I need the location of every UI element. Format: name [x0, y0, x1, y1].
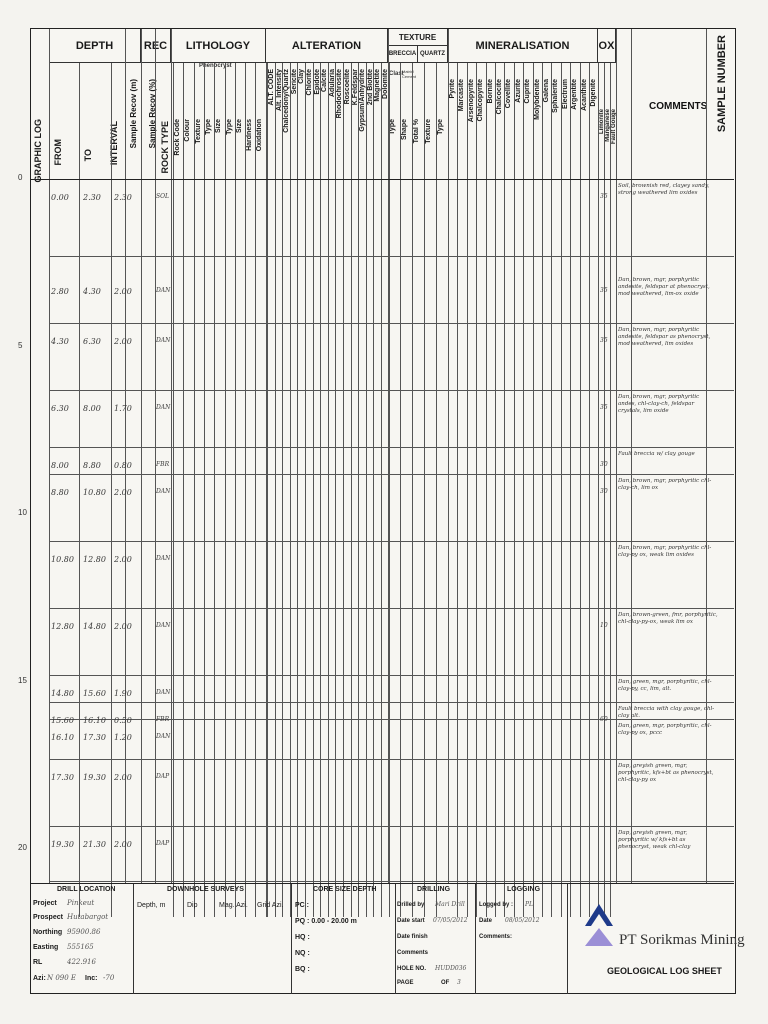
row-to: 8.80 [83, 461, 101, 471]
col-tex-3: Texture [425, 119, 432, 144]
logging-title: LOGGING [507, 886, 541, 893]
row-interval: 2.00 [114, 286, 132, 296]
log-sheet [30, 28, 745, 994]
row-interval: 1.70 [114, 404, 132, 414]
grid-vline [275, 63, 276, 917]
downhole-surveys-title: DOWNHOLE SURVEYS [167, 886, 244, 893]
row-ox-value: 35 [600, 193, 608, 200]
col-min-10: Galena [543, 79, 550, 103]
survey-depth-label: Depth, m [137, 902, 166, 909]
row-rock-type: FBR [156, 715, 170, 723]
row-to: 19.30 [83, 772, 106, 782]
easting-value: 555165 [67, 943, 94, 951]
survey-mag-azi-label: Mag. Azi. [219, 902, 248, 909]
row-from: 10.80 [51, 555, 74, 565]
col-ox-1: Manganese [605, 109, 611, 142]
row-to: 17.30 [83, 732, 106, 742]
sheet-title: GEOLOGICAL LOG SHEET [607, 966, 722, 976]
row-to: 6.30 [83, 337, 101, 347]
grid-vline [551, 63, 552, 917]
row-ox-value: 10 [600, 622, 608, 630]
grid-vline [561, 63, 562, 917]
grid-vline [570, 63, 571, 917]
grid-vline [523, 63, 524, 917]
row-rock-type: DAN [156, 622, 171, 630]
header-mineralisation: MINERALISATION [448, 29, 598, 63]
row-to: 4.30 [83, 286, 101, 296]
row-comment: Dan, brown, mgr, porphyritic chl-clay-py ox, weak lim oxides [618, 545, 712, 559]
col-lith-4: Size [215, 119, 223, 134]
grid-vline [366, 63, 367, 917]
col-lith-6: Size [235, 119, 243, 134]
logging-comments-label: Comments: [479, 934, 513, 940]
row-comment: Fault breccia w/ clay gouge [618, 451, 695, 458]
col-lith-3: Type [204, 119, 212, 135]
drilling-box [395, 884, 476, 994]
row-rock-type: DAN [156, 337, 171, 345]
core-hq: HQ : [295, 934, 310, 941]
col-min-13: Argentite [571, 79, 579, 110]
col-min-7: Azurite [514, 79, 522, 103]
row-divider [49, 759, 734, 760]
page-total-value: 3 [457, 979, 461, 986]
row-divider [49, 474, 734, 475]
grid-vline [343, 63, 344, 917]
grid-vline [351, 63, 352, 917]
grid-vline [580, 63, 581, 917]
col-tex-1: Shape [401, 119, 408, 141]
row-rock-type: DAN [156, 286, 171, 294]
col-min-5: Chalcocite [496, 79, 503, 115]
grid-vline [476, 63, 477, 917]
date-finish-label: Date finish [397, 934, 428, 940]
grid-vline [358, 63, 359, 917]
log-date-label: Date [479, 918, 493, 924]
grid-vline [320, 63, 321, 917]
row-rock-type: DAN [156, 689, 171, 697]
row-ox-value: 30 [600, 461, 608, 469]
col-min-12: Electrum [561, 79, 569, 109]
grid-vline [457, 63, 458, 917]
header-ox: OX [598, 29, 616, 63]
company-name: PT Sorikmas Mining [619, 932, 745, 948]
col-alt-7: Calcite [321, 69, 329, 92]
col-ox-0: Limonite [599, 109, 605, 134]
row-divider [49, 881, 734, 882]
grid-vline [542, 63, 543, 917]
date-start-value: 07/05/2012 [433, 917, 468, 924]
core-nq: NQ : [295, 950, 310, 957]
drill-location-box [31, 884, 134, 994]
grid-vline [436, 63, 437, 917]
northing-label: Northing [33, 929, 63, 936]
row-rock-type: DAN [156, 555, 171, 563]
col-min-3: Chalcopyrite [477, 79, 485, 122]
col-rock-type: ROCK TYPE [160, 121, 170, 174]
row-ox-value: 60 [600, 715, 608, 723]
col-min-1: Marcasite [458, 79, 466, 112]
depth-tick: 0 [18, 173, 23, 182]
col-alt-15: Dolomite [382, 69, 389, 99]
row-divider [49, 675, 734, 676]
row-comment: Dan, brown, mgr, porphyritic andesite, feldspar at phenocryst, mod weathered, lim-ox oxide [618, 276, 710, 297]
prospect-value: Hutabargot [67, 913, 109, 921]
col-lith-8: Oxidation [256, 119, 264, 152]
grid-vline [328, 63, 329, 917]
core-pc: PC : [295, 902, 309, 909]
col-min-8: Cuprite [524, 79, 532, 104]
page-of-label: OF [441, 980, 450, 986]
col-min-9: Molybdenite [533, 79, 541, 120]
header-quartz: QUARTZ [418, 46, 448, 63]
header-bottom-line [31, 179, 734, 180]
core-pq: PQ : 0.00 - 20.00 m [295, 918, 357, 925]
col-alt-4: Clay [298, 69, 306, 84]
col-alt-9: Rhodochrosite [336, 69, 344, 119]
col-tex-0: Type [389, 119, 396, 135]
col-alt-12: Gypsum/Anhydrite [359, 69, 367, 132]
row-interval: 2.00 [114, 488, 132, 497]
core-bq: BQ : [295, 966, 310, 973]
col-lith-2: Texture [194, 119, 202, 144]
grid-vline [424, 63, 425, 917]
header-matrix: Matrix/ Cement [402, 69, 417, 79]
row-rock-type: FBR [156, 461, 170, 469]
grid-vline [504, 63, 505, 917]
header-rec: REC [141, 29, 171, 63]
date-start-label: Date start [397, 918, 425, 924]
row-from: 16.10 [51, 732, 74, 742]
header-phenocryst: Phenocryst [199, 63, 232, 69]
row-divider [49, 256, 734, 257]
grid-vline [381, 63, 382, 917]
row-to: 16.10 [83, 715, 106, 725]
row-divider [49, 323, 734, 324]
row-from: 8.00 [51, 461, 69, 471]
col-lith-7: Hardness [246, 119, 254, 151]
row-to: 14.80 [83, 622, 106, 632]
logging-box [475, 884, 568, 994]
depth-tick: 5 [18, 340, 23, 350]
grid-vline [412, 63, 413, 917]
row-interval: 1.90 [114, 689, 132, 699]
col-alt-14: Magnetite [374, 69, 382, 102]
company-box [567, 884, 745, 994]
grid-vline [173, 63, 174, 917]
header-texture: TEXTURE [388, 29, 448, 46]
col-alt-6: Epidote [313, 69, 321, 95]
col-min-2: Arsenopyrite [467, 79, 475, 123]
col-min-6: Covellite [505, 79, 513, 109]
col-rec-pct: Sample Recov (%) [148, 79, 157, 149]
col-graphic-log: GRAPHIC LOG [33, 119, 43, 183]
row-to: 15.60 [83, 689, 106, 699]
col-lith-0: Rock Code [174, 119, 181, 156]
row-from: 2.80 [51, 286, 69, 296]
grid-vline [335, 63, 336, 917]
grid-vline [290, 63, 291, 917]
row-comment: Dan, brown, mgr, porphyritic chl-clay-ch, lim ox [618, 478, 712, 491]
grid-vline [245, 63, 246, 917]
grid-vline [183, 63, 184, 917]
row-divider [49, 390, 734, 391]
hole-no-value: HUDD036 [435, 965, 467, 972]
azi-value: N 090 E [47, 974, 77, 982]
row-to: 21.30 [83, 840, 106, 849]
col-lith-5: Type [225, 119, 233, 135]
grid-vline [486, 63, 487, 917]
survey-grid-azi-label: Grid Azi. [257, 902, 284, 909]
row-rock-type: DAP [156, 772, 170, 780]
row-comment: Fault breccia with clay gouge, chl-clay alt. [618, 705, 715, 719]
grid-vline [155, 29, 156, 883]
col-interval: INTERVAL [109, 121, 119, 166]
col-min-14: Acanthite [580, 79, 588, 111]
grid-vline [467, 63, 468, 917]
col-alt-1: Alt. Intensity [275, 69, 283, 112]
col-alt-10: Roscoelite [344, 69, 351, 105]
depth-tick: 20 [18, 843, 27, 853]
row-ox-value: 35 [600, 337, 608, 345]
rl-label: RL [33, 959, 43, 966]
grid-vline [125, 29, 126, 883]
row-interval: 2.00 [114, 622, 132, 632]
drilled-by-value: Mari Drill [435, 901, 465, 908]
project-label: Project [33, 900, 57, 907]
col-alt-13: 2nd Biotite [366, 69, 374, 106]
grid-vline [282, 63, 283, 917]
header-comments: COMMENTS [649, 101, 708, 112]
row-from: 0.00 [51, 193, 69, 202]
drilled-by-label: Drilled by [397, 902, 425, 908]
header-alteration: ALTERATION [266, 29, 388, 63]
grid-vline [204, 63, 205, 917]
row-comment: Dan, brown, mgr, porphyritic andes, chl-clay-ch, feldspar crystals, lim oxide [618, 394, 700, 415]
drilling-comments-label: Comments [397, 950, 429, 956]
grid-vline [400, 63, 401, 917]
grid-vline [610, 63, 611, 917]
row-comment: Dan, brown, mgr, porphyritic andesite, feldspar as phenocryst, mod weathered, lim oxides [618, 327, 711, 348]
drill-location-title: DRILL LOCATION [57, 886, 116, 893]
row-divider [49, 702, 734, 703]
row-ox-value: 35 [600, 286, 608, 294]
row-to: 10.80 [83, 488, 106, 497]
col-alt-8: Adularia [328, 69, 336, 98]
header-breccia: BRECCIA [388, 46, 418, 63]
row-comment: Dap, greyish green, mgr, porphyritic w/ kfs+bt as phenocryst, weak chl-clay [618, 830, 691, 850]
depth-tick: 10 [18, 508, 27, 518]
drilling-title: DRILLING [417, 886, 451, 893]
header-depth: DEPTH [49, 29, 141, 63]
header-clast: Clast [389, 71, 404, 77]
row-interval: 0.80 [114, 461, 132, 471]
row-from: 15.60 [51, 715, 74, 725]
col-to: TO [83, 149, 93, 162]
row-divider [49, 608, 734, 609]
col-alt-2: Chalcedony/Quartz [283, 69, 291, 133]
row-from: 8.80 [51, 488, 69, 497]
grid-vline [79, 63, 80, 917]
row-divider [49, 447, 734, 448]
row-from: 19.30 [51, 840, 74, 849]
row-ox-value: 35 [600, 404, 608, 412]
col-tex-4: Type [437, 119, 444, 135]
inc-value: -70 [103, 974, 115, 982]
row-rock-type: SOL [156, 193, 170, 200]
row-to: 2.30 [83, 193, 101, 202]
row-comment: Dan, green, mgr, porphyritic, chl-clay-py ox, pccc [618, 722, 712, 736]
grid-vline [111, 63, 112, 917]
grid-vline [589, 63, 590, 917]
row-interval: 0.50 [114, 715, 132, 725]
header-sample-number: SAMPLE NUMBER [716, 35, 728, 133]
footer [31, 883, 745, 994]
grid-vline [141, 29, 142, 883]
grid-vline [214, 63, 215, 917]
depth-tick: 15 [18, 675, 27, 685]
grid-vline [235, 63, 236, 917]
col-min-11: Sphalerite [552, 79, 560, 113]
row-rock-type: DAN [156, 488, 171, 495]
col-alt-0: ALT. CODE [268, 69, 275, 106]
inc-label: Inc: [85, 975, 98, 982]
col-ox-2: Fault Gouge [611, 109, 617, 144]
row-to: 12.80 [83, 555, 106, 565]
grid-vline [255, 63, 256, 917]
row-rock-type: DAP [156, 840, 170, 847]
grid-vline [194, 63, 195, 917]
row-from: 17.30 [51, 772, 74, 782]
row-rock-type: DAN [156, 404, 171, 412]
row-divider [49, 826, 734, 827]
grid-vline [388, 29, 389, 883]
survey-dip-label: Dip [187, 902, 198, 909]
row-rock-type: DAN [156, 732, 171, 740]
col-min-4: Bornite [486, 79, 494, 104]
row-comment: Dap, greyish green, mgr, porphyritic, kfs+bt as phenocryst, chl-clay-py ox [618, 762, 714, 783]
grid-vline [373, 63, 374, 917]
downhole-surveys-box [133, 884, 292, 994]
grid-vline [533, 63, 534, 917]
col-tex-2: Total % [413, 119, 420, 144]
log-date-value: 08/05/2012 [505, 917, 540, 924]
col-alt-5: Chlorite [306, 69, 313, 96]
row-to: 8.00 [83, 404, 101, 414]
grid-vline [305, 63, 306, 917]
row-interval: 2.30 [114, 193, 132, 202]
row-comment: Soil, brownish red, clayey sandy, strong weathered lim oxides [618, 183, 710, 196]
row-from: 4.30 [51, 337, 69, 347]
azi-label: Azi: [33, 975, 46, 982]
grid-vline [225, 63, 226, 917]
grid-vline [171, 29, 172, 883]
row-interval: 2.00 [114, 337, 132, 347]
grid-vline [514, 63, 515, 917]
logged-by-value: PL [525, 901, 534, 908]
core-size-box [291, 884, 396, 994]
row-ox-value: 30 [600, 488, 608, 495]
header-lithology: LITHOLOGY [171, 29, 266, 63]
grid-vline [267, 63, 268, 917]
col-min-0: Pyrite [449, 79, 456, 99]
row-from: 14.80 [51, 689, 74, 699]
grid-vline [313, 63, 314, 917]
grid-vline [448, 29, 449, 883]
logged-by-label: Logged by : [479, 902, 513, 908]
col-min-15: Digenite [590, 79, 597, 107]
grid-vline [297, 63, 298, 917]
core-size-title: CORE SIZE DEPTH [313, 886, 377, 893]
hole-no-label: HOLE NO. [397, 966, 427, 972]
rl-value: 422.916 [67, 958, 96, 966]
row-interval: 2.00 [114, 772, 132, 782]
grid-vline [495, 63, 496, 917]
project-value: Pinkeut [67, 899, 95, 907]
row-from: 6.30 [51, 404, 69, 414]
prospect-label: Prospect [33, 914, 63, 921]
northing-value: 95900.86 [67, 928, 101, 936]
col-alt-3: Sericite [290, 69, 298, 95]
col-alt-11: K.Feldspar [351, 69, 359, 106]
row-comment: Dan, green, mgr, porphyritic, chl-clay-py, cc, lim, alt. [618, 679, 712, 693]
col-rec-m: Sample Recov (m) [129, 79, 138, 149]
row-interval: 1.20 [114, 732, 132, 742]
row-comment: Dan, brown-green, fmr, porphyritic, chl-clay-py-ox, weak lim ox [618, 612, 718, 626]
grid-vline [49, 29, 50, 883]
easting-label: Easting [33, 944, 59, 951]
row-interval: 2.00 [114, 555, 132, 565]
company-logo-icon [583, 902, 615, 946]
page-label: PAGE [397, 980, 414, 986]
row-interval: 2.00 [114, 840, 132, 849]
col-lith-1: Colour [184, 119, 192, 142]
row-divider [49, 541, 734, 542]
col-from: FROM [53, 139, 63, 166]
grid-vline [616, 29, 617, 883]
row-from: 12.80 [51, 622, 74, 632]
